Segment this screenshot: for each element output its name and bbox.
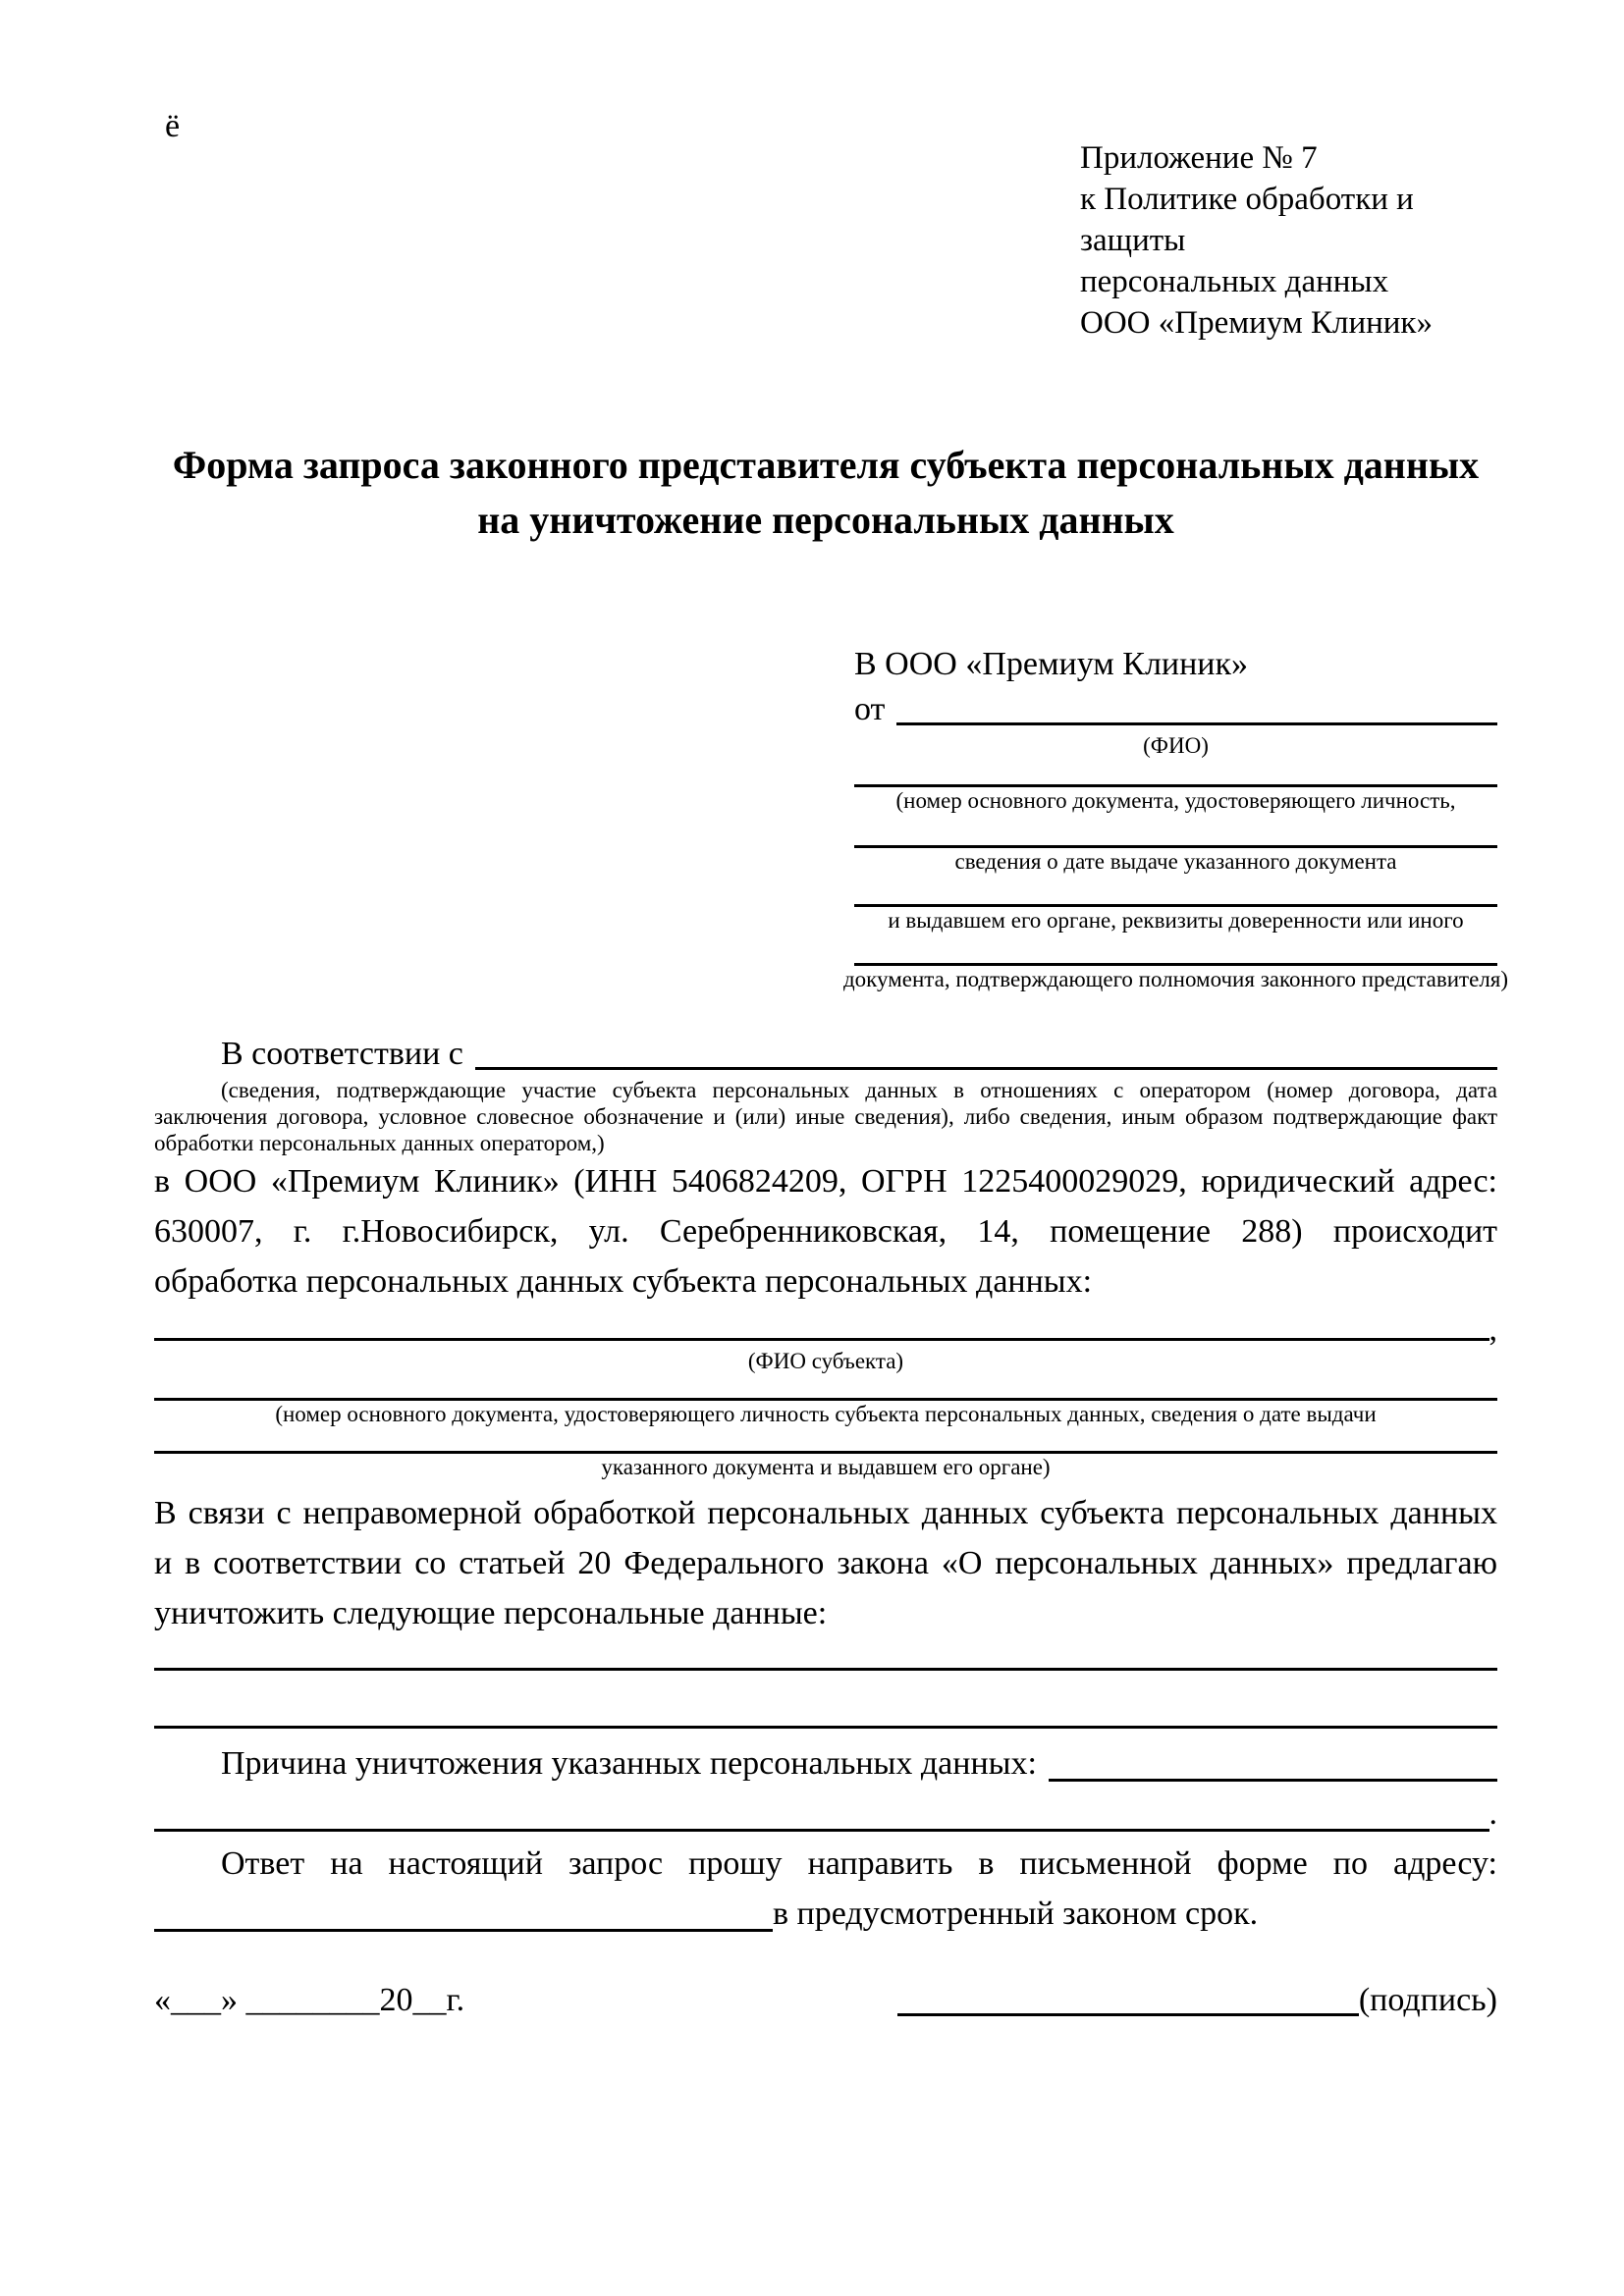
- demand-paragraph: [154, 1488, 1497, 1638]
- subject-doc-caption-row: [154, 1454, 1497, 1480]
- reason-lead: Причина уничтожения указанных персональных данных:: [221, 1745, 1037, 1782]
- operator-paragraph-line: обработка персональных данных субъекта персональных данных:: [154, 1263, 1093, 1300]
- appendix-header-line: персональных данных: [1080, 264, 1389, 299]
- addressee-field-caption: (номер основного документа, удостоверяющего личность,: [895, 788, 1456, 813]
- reason-end-rule-row: [154, 1789, 1497, 1839]
- accordance-caption-line: (сведения, подтверждающие участие субъекта персональных данных в отношениях с оператором (номер договора, дата: [221, 1078, 1497, 1102]
- subject-fio-caption-row: [154, 1348, 1497, 1374]
- operator-paragraph-line: в ООО «Премиум Клиник» (ИНН 5406824209, ОГРН 1225400029029, юридический адрес:: [154, 1163, 1497, 1200]
- addressee-block: [842, 642, 1509, 992]
- accordance-caption: [154, 1077, 1497, 1156]
- addressee-field-caption: сведения о дате выдаче указанного документа: [954, 849, 1397, 874]
- demand-paragraph-line: уничтожить следующие персональные данные:: [154, 1595, 828, 1631]
- signature-row: [154, 1978, 1497, 2023]
- addressee-field-caption: документа, подтверждающего полномочия законного представителя): [842, 967, 1509, 991]
- accordance-caption-line: заключения договора, условное словесное обозначение и (или) иные сведения), либо сведения, иным образом подтверждающие факт: [154, 1104, 1497, 1129]
- date-line: «___» ________20__г.: [154, 1982, 465, 2018]
- response-term-blank-line: [154, 1929, 773, 1932]
- fio-caption: (ФИО): [1143, 733, 1209, 758]
- accordance-row: [154, 1032, 1497, 1077]
- blank-rule: [154, 1668, 1497, 1671]
- reason-blank-line-2: [154, 1829, 1489, 1832]
- from-label: от: [854, 691, 886, 727]
- addressee-field-caption-row: [854, 787, 1497, 814]
- subject-fio-blank-line: [154, 1338, 1489, 1341]
- response-term-row: [154, 1889, 1497, 1939]
- accordance-lead: В соответствии с: [221, 1036, 463, 1072]
- form-title-line: Форма запроса законного представителя субъекта персональных данных: [172, 443, 1480, 487]
- form-title-line: на уничтожение персональных данных: [477, 498, 1174, 542]
- subject-doc-caption-1: (номер основного документа, удостоверяющего личность субъекта персональных данных, сведения о дате выдачи: [275, 1402, 1377, 1426]
- accordance-blank-line: [475, 1067, 1497, 1070]
- demand-paragraph-line: и в соответствии со статьей 20 Федерального закона «О персональных данных» предлагаю: [154, 1545, 1497, 1581]
- stray-character: ё: [165, 108, 181, 144]
- subject-fio-rule-row: [154, 1312, 1497, 1348]
- form-title: [154, 438, 1497, 548]
- operator-paragraph-line: 630007, г. г.Новосибирск, ул. Серебренниковская, 14, помещение 288) происходит: [154, 1213, 1497, 1250]
- addressee-field-caption-row: [842, 966, 1509, 992]
- appendix-header-line: к Политике обработки и защиты: [1080, 182, 1414, 258]
- addressee-org: В ООО «Премиум Клиник»: [854, 646, 1249, 682]
- appendix-header: [1080, 137, 1497, 344]
- appendix-header-line: ООО «Премиум Клиник»: [1080, 305, 1433, 341]
- subject-fio-caption: (ФИО субъекта): [747, 1349, 904, 1373]
- demand-paragraph-line: В связи с неправомерной обработкой персональных данных субъекта персональных данных: [154, 1495, 1497, 1531]
- blank-rule: [154, 1726, 1497, 1729]
- response-line: Ответ на настоящий запрос прошу направить в письменной форме по адресу:: [221, 1845, 1497, 1882]
- fio-caption-row: [854, 732, 1497, 759]
- from-row: [854, 687, 1497, 732]
- reason-blank-line: [1049, 1779, 1497, 1782]
- subject-doc-caption-2: указанного документа и выдавшем его органе): [601, 1455, 1051, 1479]
- trailing-period: .: [1489, 1795, 1497, 1832]
- signature-group: [897, 1978, 1497, 2023]
- signature-caption: (подпись): [1358, 1982, 1497, 2018]
- appendix-header-line: Приложение № 7: [1080, 140, 1318, 176]
- from-blank-line: [896, 722, 1497, 725]
- accordance-caption-line: обработки персональных данных оператором,): [154, 1131, 605, 1155]
- subject-doc-caption-row: [154, 1401, 1497, 1427]
- addressee-field-caption-row: [854, 907, 1497, 934]
- response-term-text: в предусмотренный законом срок.: [773, 1896, 1259, 1932]
- signature-blank-line: [897, 2013, 1359, 2016]
- trailing-comma: ,: [1489, 1311, 1497, 1348]
- addressee-field-caption-row: [854, 848, 1497, 875]
- reason-row: [154, 1738, 1497, 1789]
- operator-paragraph: [154, 1156, 1497, 1307]
- addressee-field-caption: и выдавшем его органе, реквизиты доверенности или иного: [888, 908, 1464, 933]
